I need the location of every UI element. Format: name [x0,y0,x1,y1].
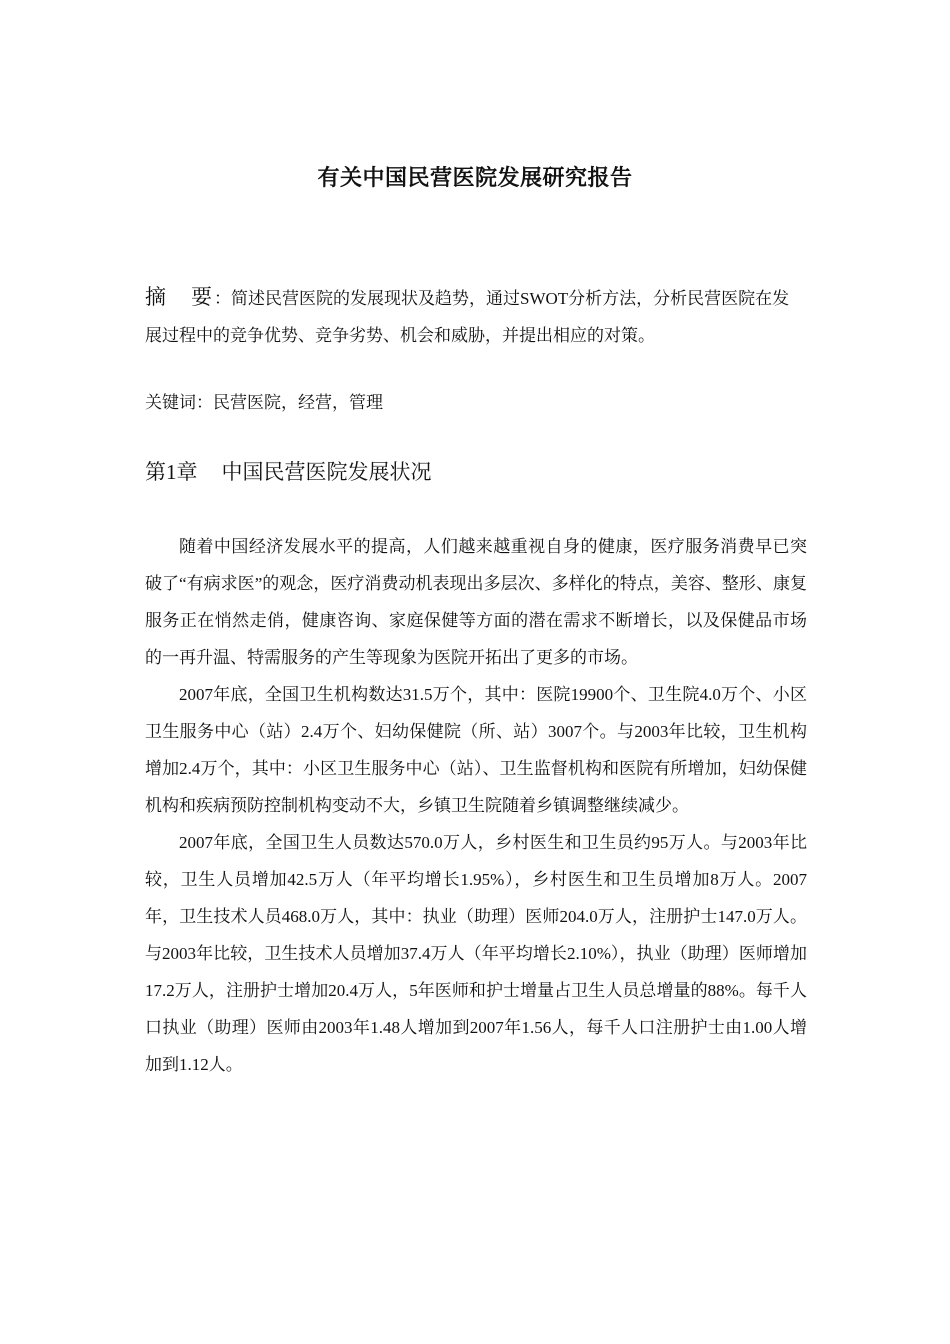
paragraph: 2007年底，全国卫生人员数达570.0万人，乡村医生和卫生员约95万人。与2003年比较，卫生人员增加42.5万人（年平均增长1.95%），乡村医生和卫生员增加8万人。2007年，卫生技术人员468.0万人，其中：执业（助理）医师204.0万人，注册护士147.0万人。与2003年比较，卫生技术人员增加37.4万人（年平均增长2.10%），执业（助理）医师增加17.2万人，注册护士增加20.4万人，5年医师和护士增量占卫生人员总增量的88%。每千人口执业（助理）医师由2003年1.48人增加到2007年1.56人，每千人口注册护士由1.00人增加到1.12人。 [145,833,807,1074]
paragraph: 2007年底，全国卫生机构数达31.5万个，其中：医院19900个、卫生院4.0万个、小区卫生服务中心（站）2.4万个、妇幼保健院（所、站）3007个。与2003年比较，卫生机构增加2.4万个，其中：小区卫生服务中心（站）、卫生监督机构和医院有所增加，妇幼保健机构和疾病预防控制机构变动不大，乡镇卫生院随着乡镇调整继续减少。 [145,685,807,815]
abstract-text: ：简述民营医院的发展现状及趋势，通过SWOT分析方法，分析民营医院在发展过程中的竞争优势、竞争劣势、机会和威胁，并提出相应的对策。 [145,289,790,345]
chapter-number: 第1章 [145,460,198,484]
chapter-heading [145,454,432,490]
abstract-label: 摘 要 [145,285,214,309]
abstract [145,279,805,354]
paragraph: 随着中国经济发展水平的提高，人们越来越重视自身的健康，医疗服务消费早已突破了“有病求医”的观念，医疗消费动机表现出多层次、多样化的特点，美容、整形、康复服务正在悄然走俏，健康咨询、家庭保健等方面的潜在需求不断增长，以及保健品市场的一再升温、特需服务的产生等现象为医院开拓出了更多的市场。 [145,537,807,667]
keywords: 关键词：民营医院，经营，管理 [145,393,383,412]
document-title: 有关中国民营医院发展研究报告 [317,166,633,191]
body-text [145,528,807,1083]
chapter-title: 中国民营医院发展状况 [221,460,432,484]
